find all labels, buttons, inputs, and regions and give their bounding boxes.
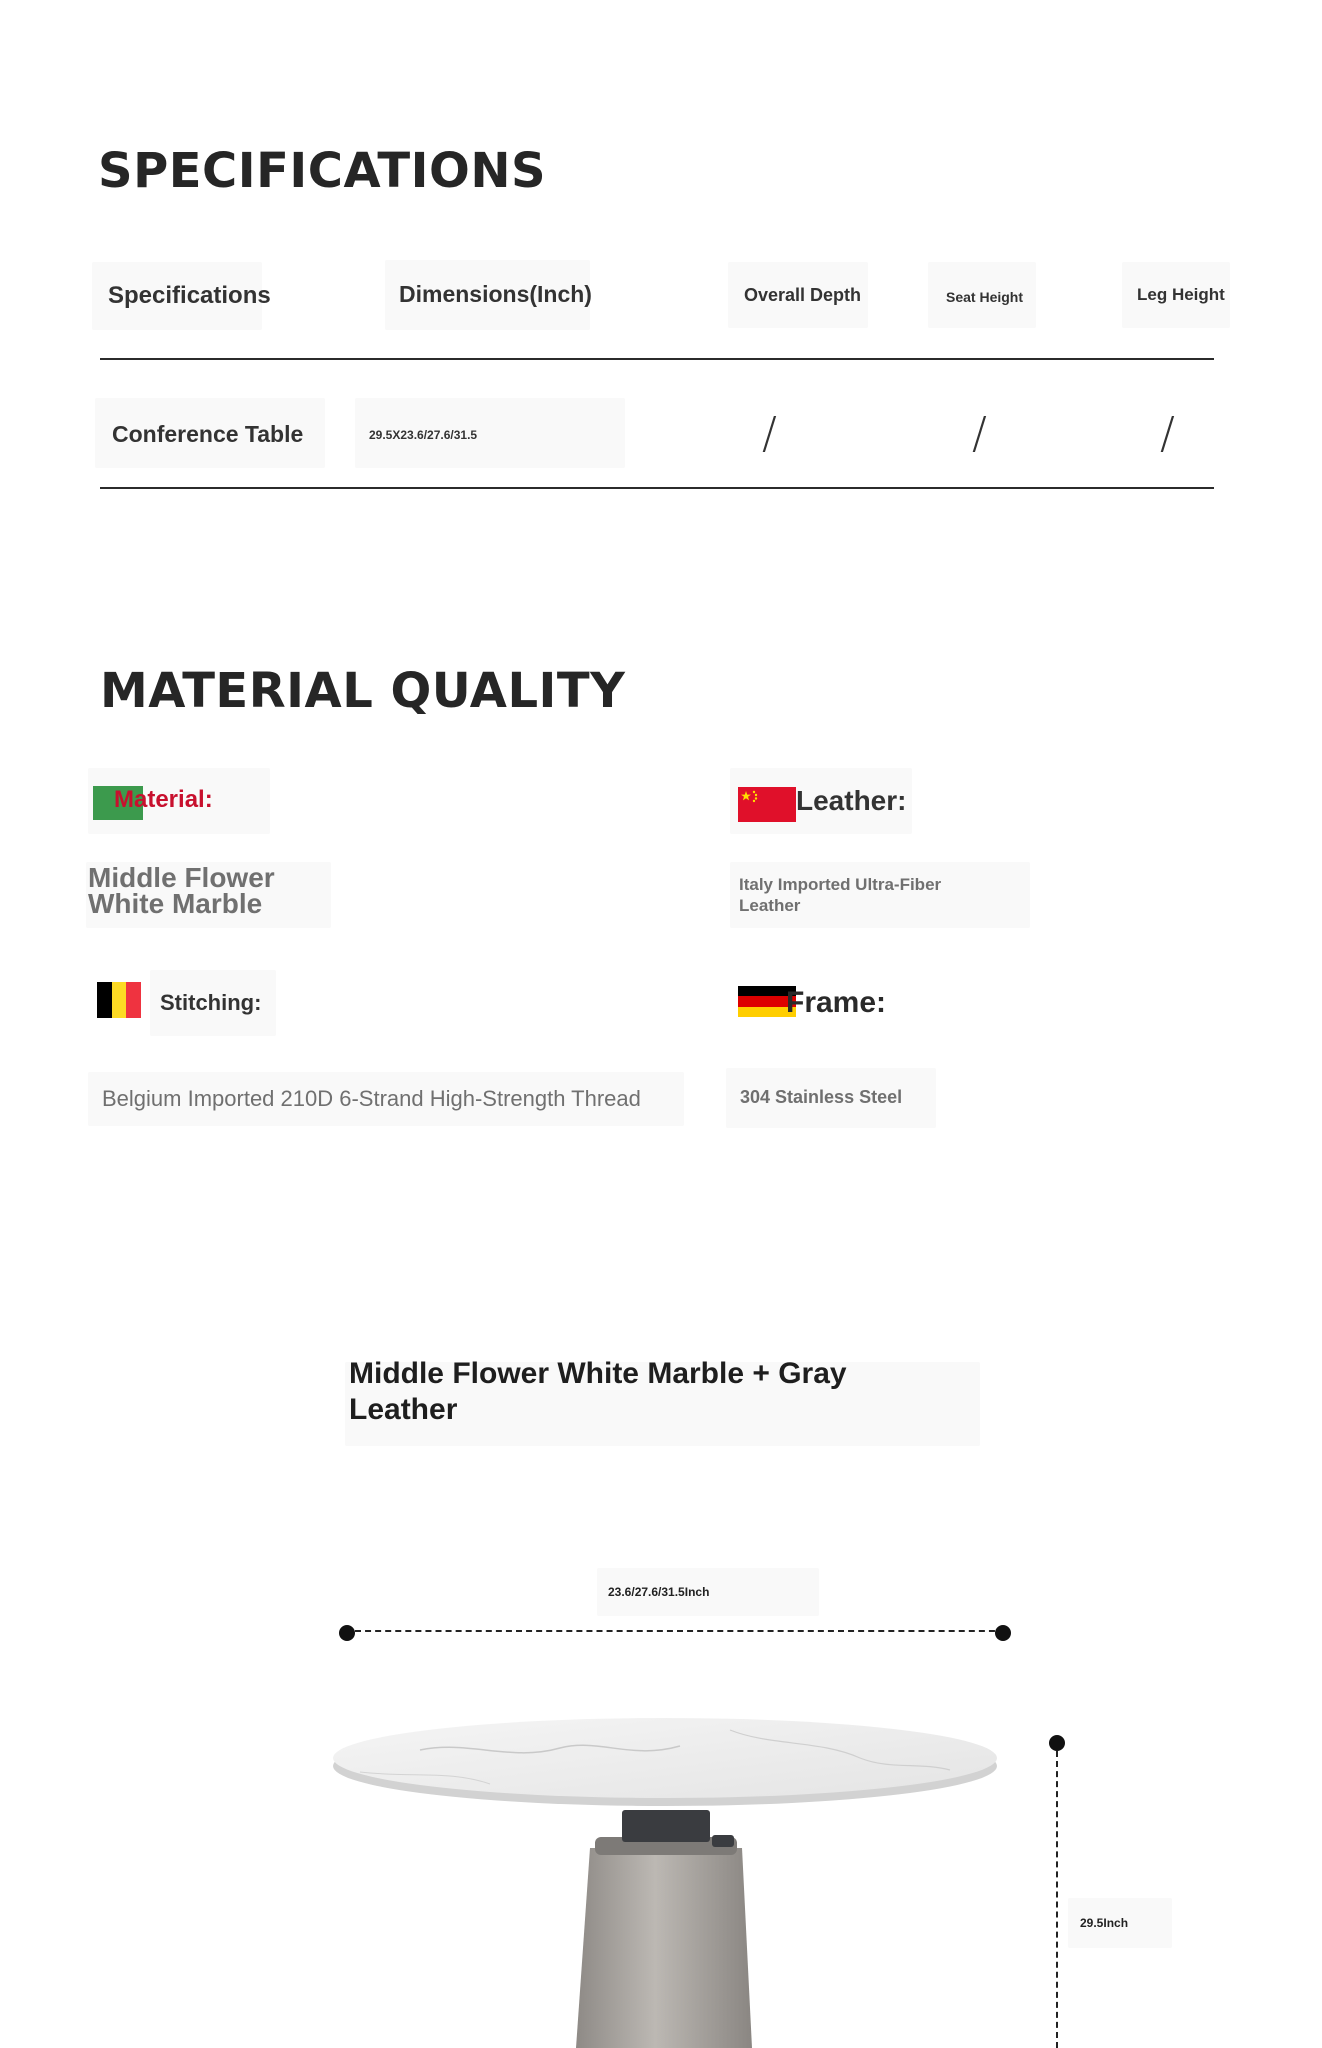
col-header-seat-height: Seat Height (946, 289, 1024, 305)
height-start-marker (1049, 1735, 1065, 1751)
china-flag-icon (738, 787, 796, 822)
leather-value: Italy Imported Ultra-Fiber Leather (739, 875, 942, 915)
height-dimension-line (1056, 1751, 1058, 2048)
conference-table-image (300, 1700, 1020, 2048)
width-end-marker (995, 1625, 1011, 1641)
material-label: Material: (114, 786, 213, 813)
product-title: Middle Flower White Marble + Gray Leather (349, 1357, 847, 1426)
width-dimension-line (355, 1630, 1005, 1632)
row-name: Conference Table (112, 421, 304, 447)
specifications-heading: SPECIFICATIONS (98, 143, 547, 199)
row-overall-depth: / (762, 408, 777, 459)
row-dimensions: 29.5X23.6/27.6/31.5 (369, 428, 478, 442)
row-seat-height: / (972, 408, 987, 459)
height-dimension-label: 29.5Inch (1080, 1916, 1129, 1930)
material-quality-heading: MATERIAL QUALITY (100, 663, 626, 719)
col-header-dimensions: Dimensions(Inch) (399, 281, 592, 307)
col-header-overall-depth: Overall Depth (744, 285, 862, 305)
width-dimension-label: 23.6/27.6/31.5Inch (608, 1585, 710, 1599)
width-start-marker (339, 1625, 355, 1641)
col-header-specifications: Specifications (108, 282, 271, 309)
table-divider (100, 358, 1214, 360)
col-header-leg-height: Leg Height (1137, 285, 1225, 304)
table-divider (100, 487, 1214, 489)
material-value: Middle Flower White Marble (88, 862, 275, 919)
belgium-flag-icon (97, 982, 141, 1018)
row-leg-height: / (1160, 408, 1175, 459)
leather-label: Leather: (796, 785, 907, 816)
stitching-label: Stitching: (160, 990, 262, 1015)
frame-label: Frame: (786, 986, 887, 1019)
stitching-value: Belgium Imported 210D 6-Strand High-Strength Thread (102, 1086, 641, 1111)
frame-value: 304 Stainless Steel (740, 1087, 903, 1107)
